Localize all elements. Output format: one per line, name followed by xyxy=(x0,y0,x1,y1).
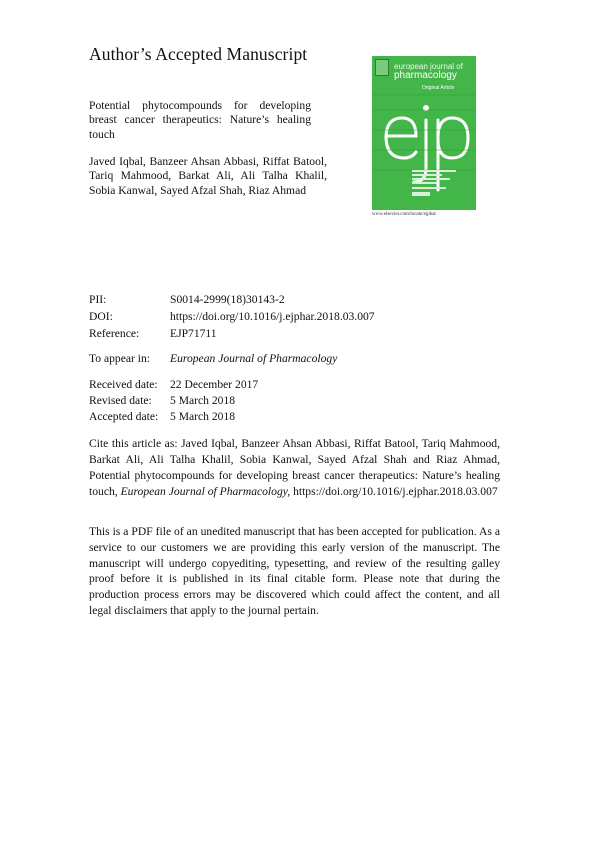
received-date-label: Received date: xyxy=(89,378,158,391)
cover-text-line xyxy=(412,174,442,176)
received-date-value: 22 December 2017 xyxy=(170,378,259,391)
journal-cover xyxy=(372,56,476,210)
revised-date-value: 5 March 2018 xyxy=(170,394,236,407)
accepted-date-row xyxy=(89,410,235,423)
pii-row xyxy=(89,293,285,306)
reference-value: EJP71711 xyxy=(170,327,217,340)
cover-text-line xyxy=(412,170,456,172)
journal-name: European Journal of Pharmacology xyxy=(170,352,338,365)
article-title: Potential phytocompounds for developing breast cancer therapeutics: Nature’s healing touch xyxy=(89,99,311,141)
appear-in-label: To appear in: xyxy=(89,352,150,365)
author-list: Javed Iqbal, Banzeer Ahsan Abbasi, Riffat Batool, Tariq Mahmood, Barkat Ali, Ali Talha Khalil, Sobia Kanwal, Sayed Afzal Shah, Riaz Ahmad xyxy=(89,155,327,197)
citation-journal: European Journal of Pharmacology, xyxy=(120,485,291,498)
revised-date-label: Revised date: xyxy=(89,394,152,407)
cover-text-line xyxy=(412,178,450,180)
reference-row xyxy=(89,327,217,340)
cover-journal-line2: pharmacology xyxy=(394,70,457,81)
doi-link[interactable]: https://doi.org/10.1016/j.ejphar.2018.03.007 xyxy=(170,310,375,323)
cover-text-line xyxy=(412,187,446,189)
cover-url: www.elsevier.com/locate/ejphar xyxy=(372,212,437,217)
reference-label: Reference: xyxy=(89,327,140,340)
cover-text-line xyxy=(412,192,430,196)
cover-journal-line1: european journal of xyxy=(394,62,463,71)
revised-date-row xyxy=(89,394,235,407)
pii-label: PII: xyxy=(89,293,107,306)
manuscript-header: Author’s Accepted Manuscript xyxy=(89,44,308,64)
accepted-date-label: Accepted date: xyxy=(89,410,159,423)
citation-text: Cite this article as: Javed Iqbal, Banzeer Ahsan Abbasi, Riffat Batool, Tariq Mahmood, Barkat Ali, Ali Talha Khalil, Sobia Kanwal, Sayed Afzal Shah and Riaz Ahmad, Potential phytocompounds for developing breast cancer therapeutics: Nature’s healing touch, xyxy=(89,437,500,498)
citation-doi-link[interactable]: https://doi.org/10.1016/j.ejphar.2018.03.007 xyxy=(293,485,498,498)
citation-paragraph xyxy=(89,436,500,500)
accepted-date-value: 5 March 2018 xyxy=(170,410,236,423)
publisher-logo-icon xyxy=(375,59,389,76)
pii-value: S0014-2999(18)30143-2 xyxy=(170,293,285,306)
doi-row xyxy=(89,310,375,323)
received-date-row xyxy=(89,378,258,391)
cover-text-line xyxy=(412,182,438,184)
appear-in-row xyxy=(89,352,337,365)
disclaimer-paragraph: This is a PDF file of an unedited manuscript that has been accepted for publication. As a service to our customers we are providing this early version of the manuscript. The manuscript will undergo copyediting, typesetting, and review of the resulting galley proof before it is published in its final citable form. Please note that during the production process errors may be discovered which could affect the content, and all legal disclaimers that apply to the journal pertain. xyxy=(89,525,500,617)
doi-label: DOI: xyxy=(89,310,113,323)
cover-tagline: Original Article xyxy=(422,85,455,91)
